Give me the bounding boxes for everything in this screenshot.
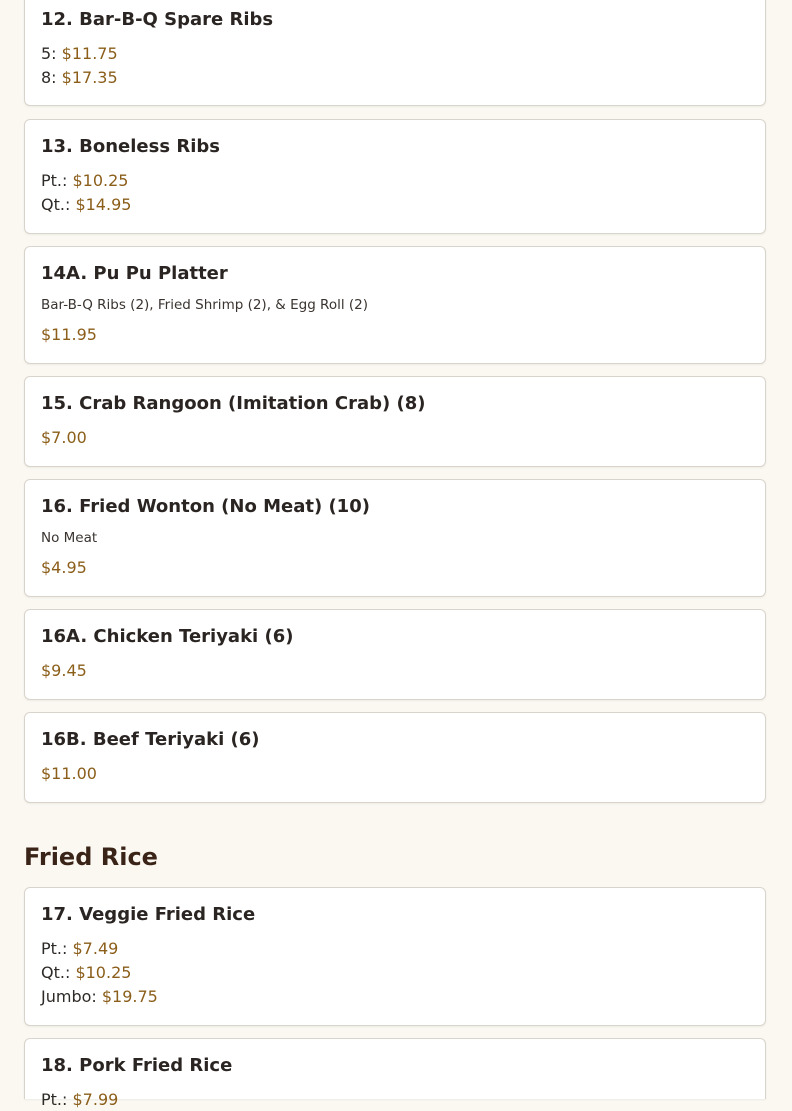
price-label: Pt.: [41, 939, 68, 958]
price-label: 5: [41, 44, 57, 63]
price-value: $7.99 [72, 1090, 119, 1109]
price-option[interactable] [41, 557, 87, 579]
menu-item-card[interactable] [24, 0, 766, 106]
menu-item-card[interactable] [24, 712, 766, 803]
price-option[interactable] [41, 43, 118, 65]
price-option[interactable] [41, 962, 131, 984]
menu-item-card[interactable] [24, 246, 766, 364]
price-option[interactable] [41, 660, 87, 682]
price-option[interactable] [41, 938, 118, 960]
price-value: $4.95 [41, 558, 87, 577]
menu-item-card[interactable] [24, 1038, 766, 1109]
price-option[interactable] [41, 67, 118, 89]
price-option[interactable] [41, 170, 128, 192]
menu-item-title: 17. Veggie Fried Rice [41, 904, 256, 925]
menu-item-title: 15. Crab Rangoon (Imitation Crab) (8) [41, 393, 426, 414]
price-value: $7.49 [72, 939, 119, 958]
price-option[interactable] [41, 1089, 118, 1111]
price-value: $11.00 [41, 764, 97, 783]
price-value: $11.95 [41, 325, 97, 344]
menu-item-card[interactable] [24, 887, 766, 1026]
menu-item-title: 12. Bar-B-Q Spare Ribs [41, 9, 274, 30]
section-title: Fried Rice [24, 843, 158, 871]
menu-item-title: 13. Boneless Ribs [41, 136, 220, 157]
menu-item-title: 14A. Pu Pu Platter [41, 263, 228, 284]
price-label: Qt.: [41, 195, 71, 214]
menu-item-title: 16A. Chicken Teriyaki (6) [41, 626, 294, 647]
price-value: $7.00 [41, 428, 87, 447]
menu-item-card[interactable] [24, 119, 766, 234]
price-label: Jumbo: [41, 987, 97, 1006]
price-value: $10.25 [72, 171, 129, 190]
price-label: Pt.: [41, 1090, 68, 1109]
price-option[interactable] [41, 763, 97, 785]
price-option[interactable] [41, 986, 158, 1008]
price-option[interactable] [41, 324, 97, 346]
menu-item-title: 18. Pork Fried Rice [41, 1055, 233, 1076]
price-value: $19.75 [101, 987, 158, 1006]
menu-item-title: 16. Fried Wonton (No Meat) (10) [41, 496, 370, 517]
menu-item-description: Bar-B-Q Ribs (2), Fried Shrimp (2), & Egg Roll (2) [41, 297, 369, 313]
price-label: Pt.: [41, 171, 68, 190]
price-label: 8: [41, 68, 57, 87]
menu-item-card[interactable] [24, 609, 766, 700]
price-value: $17.35 [61, 68, 118, 87]
price-value: $10.25 [75, 963, 132, 982]
menu-item-card[interactable] [24, 479, 766, 597]
price-value: $9.45 [41, 661, 87, 680]
menu-item-description: No Meat [41, 530, 98, 546]
price-value: $14.95 [75, 195, 132, 214]
price-option[interactable] [41, 194, 131, 216]
price-value: $11.75 [61, 44, 118, 63]
menu-item-title: 16B. Beef Teriyaki (6) [41, 729, 260, 750]
menu-item-card[interactable] [24, 376, 766, 467]
price-label: Qt.: [41, 963, 71, 982]
price-option[interactable] [41, 427, 87, 449]
